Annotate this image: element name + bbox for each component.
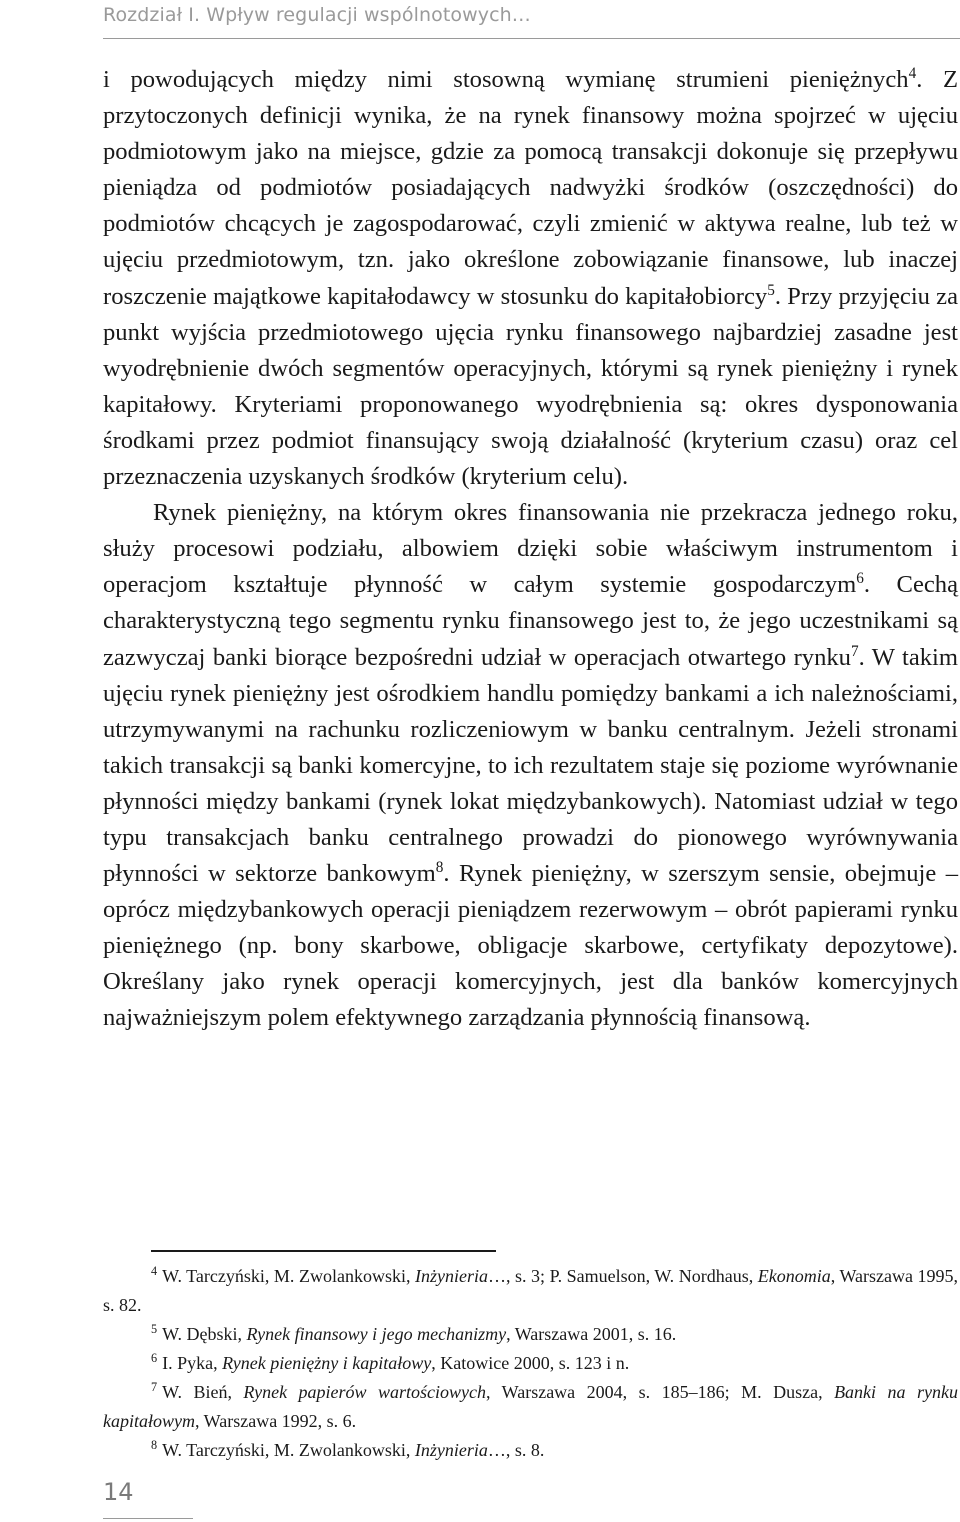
- text-run: . Rynek pieniężny, w szerszym sensie, obejmuje – oprócz międzybankowych operacji pieniądzem rezerwowym – obrót papierami rynku pieniężnego (np. bony skarbowe, obligacje skarbowe, certyfikaty depozytowe). Określany jako rynek operacji komercyjnych, jest dla banków komercyjnych najważniejszym polem efektywnego zarządzania płynnością finansową.: [103, 860, 958, 1032]
- footnote-number: 8: [151, 1438, 158, 1452]
- text-run: , Warszawa 2004, s. 185–186; M. Dusza,: [486, 1382, 835, 1402]
- footnote-ref: 5: [767, 281, 775, 299]
- footnote: [103, 1262, 958, 1320]
- italic-title: Banki na rynku kapitałowym: [103, 1382, 958, 1431]
- footnote-number: 4: [151, 1264, 158, 1278]
- text-run: , Warszawa 2001, s. 16.: [506, 1324, 677, 1344]
- footnote: [103, 1349, 958, 1378]
- text-run: i powodujących między nimi stosowną wymianę strumieni pieniężnych: [103, 66, 909, 93]
- footnote-separator: [151, 1250, 496, 1252]
- text-run: W. Dębski,: [162, 1324, 247, 1344]
- text-run: . Z przytoczonych definicji wynika, że na rynek finansowy można spojrzeć w ujęciu podmiotowym jako na miejsce, gdzie za pomocą transakcji dokonuje się przepływu pieniądza od podmiotów posiadających nadwyżki środków (oszczędności) do podmiotów chcących je zagospodarować, czyli zmienić w aktywa realne, lub też w ujęciu przedmiotowym, tzn. jako określone zobowiązanie finansowe, lub inaczej roszczenie majątkowe kapitałodawcy w stosunku do kapitałobiorcy: [103, 66, 958, 310]
- italic-title: Ekonomia: [757, 1266, 831, 1286]
- text-run: , Warszawa 1995, s. 82.: [103, 1266, 958, 1315]
- text-run: …, s. 8.: [487, 1440, 545, 1460]
- page-number-rule: [103, 1518, 193, 1519]
- italic-title: Rynek finansowy i jego mechanizmy: [246, 1324, 507, 1344]
- footnote-number: 7: [151, 1380, 158, 1394]
- running-header: Rozdział I. Wpływ regulacji wspólnotowych…: [103, 4, 531, 26]
- footnote-ref: 6: [856, 570, 864, 588]
- text-run: . Przy przyjęciu za punkt wyjścia przedmiotowego ujęcia rynku finansowego najbardziej zasadne jest wyodrębnienie dwóch segmentów operacyjnych, którymi są rynek pieniężny i rynek kapitałowy. Kryteriami proponowanego wyodrębnienia są: okres dysponowania środkami przez podmiot finansujący swoją działalność (kryterium czasu) oraz cel przeznaczenia uzyskanych środków (kryterium celu).: [103, 282, 958, 491]
- footnote: [103, 1436, 958, 1465]
- paragraph: [103, 495, 958, 1036]
- footnote-ref: 7: [850, 642, 859, 660]
- italic-title: Inżynieria: [414, 1440, 488, 1460]
- text-run: . Cechą charakterystyczną tego segmentu rynku finansowego jest to, że jego uczestnikami są zazwyczaj banki biorące bezpośredni udział w operacjach otwartego rynku: [103, 571, 958, 671]
- text-run: W. Tarczyński, M. Zwolankowski,: [162, 1266, 415, 1286]
- body-text: [103, 62, 958, 1037]
- italic-title: Inżynieria: [414, 1266, 488, 1286]
- header-rule: [103, 38, 960, 39]
- footnote-number: 5: [151, 1322, 158, 1336]
- text-run: W. Tarczyński, M. Zwolankowski,: [162, 1440, 415, 1460]
- footnote-number: 6: [151, 1351, 158, 1365]
- paragraph: [103, 62, 958, 495]
- text-run: …, s. 3; P. Samuelson, W. Nordhaus,: [487, 1266, 758, 1286]
- footnote: [103, 1320, 958, 1349]
- italic-title: Rynek pieniężny i kapitałowy: [222, 1353, 432, 1373]
- text-run: , Warszawa 1992, s. 6.: [195, 1411, 357, 1431]
- footnotes: [103, 1262, 958, 1465]
- text-run: I. Pyka,: [162, 1353, 223, 1373]
- page-number: 14: [103, 1478, 134, 1506]
- footnote: [103, 1378, 958, 1436]
- footnote-ref: 4: [908, 64, 917, 82]
- text-run: Rynek pieniężny, na którym okres finansowania nie przekracza jednego roku, służy procesowi podziału, albowiem dzięki sobie właściwym instrumentom i operacjom kształtuje płynność w całym systemie gospodarczym: [103, 499, 958, 599]
- text-run: . W takim ujęciu rynek pieniężny jest ośrodkiem handlu pomiędzy bankami a ich należnościami, utrzymywanymi na rachunku rozliczeniowym w banku centralnym. Jeżeli stronami takich transakcji są banki komercyjne, to ich rezultatem staje się poziome wyrównanie płynności między bankami (rynek lokat międzybankowych). Natomiast udział w tego typu transakcjach banku centralnego prowadzi do pionowego wyrównywania płynności w sektorze bankowym: [103, 643, 958, 888]
- italic-title: Rynek papierów wartościowych: [243, 1382, 487, 1402]
- footnote-ref: 8: [435, 858, 444, 876]
- text-run: , Katowice 2000, s. 123 i n.: [431, 1353, 630, 1373]
- text-run: W. Bień,: [162, 1382, 244, 1402]
